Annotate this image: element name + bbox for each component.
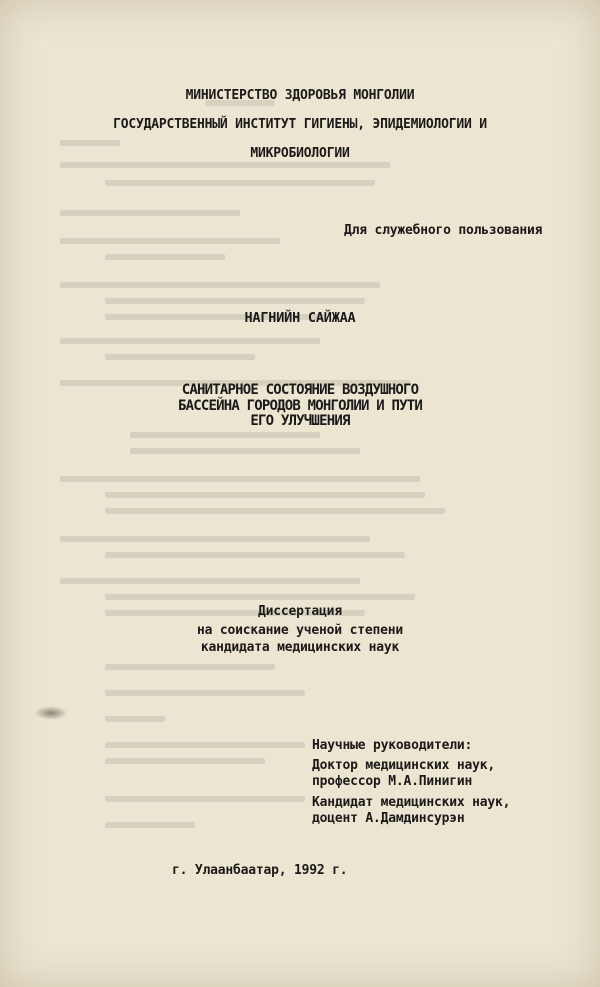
- supervisor-1-degree: Доктор медицинских наук,: [312, 758, 496, 773]
- supervisors-heading: Научные руководители:: [312, 738, 473, 753]
- dissertation-line-1: на соискание ученой степени: [197, 623, 403, 638]
- supervisor-1-name: профессор М.А.Пинигин: [312, 774, 473, 789]
- title-line-2: БАССЕЙНА ГОРОДОВ МОНГОЛИИ И ПУТИ: [177, 398, 423, 414]
- supervisor-2-degree: Кандидат медицинских наук,: [312, 795, 511, 810]
- ministry-line-3: МИКРОБИОЛОГИИ: [250, 146, 350, 161]
- dissertation-line-2: кандидата медицинских наук: [200, 640, 400, 655]
- ministry-line-1: МИНИСТЕРСТВО ЗДОРОВЬЯ МОНГОЛИИ: [185, 88, 415, 103]
- ink-smudge: [34, 706, 68, 720]
- title-line-1: САНИТАРНОЕ СОСТОЯНИЕ ВОЗДУШНОГО: [181, 382, 419, 398]
- restriction-label: Для служебного пользования: [344, 223, 543, 238]
- ministry-line-2: ГОСУДАРСТВЕННЫЙ ИНСТИТУТ ГИГИЕНЫ, ЭПИДЕМИОЛОГИИ И: [113, 117, 487, 132]
- title-line-3: ЕГО УЛУЧШЕНИЯ: [250, 413, 350, 429]
- city-year: г. Улаанбаатар, 1992 г.: [172, 863, 348, 878]
- dissertation-label: Диссертация: [258, 604, 342, 619]
- author-name: НАГНИЙН САЙЖАА: [244, 310, 356, 326]
- supervisor-2-name: доцент А.Дамдинсурэн: [312, 811, 465, 826]
